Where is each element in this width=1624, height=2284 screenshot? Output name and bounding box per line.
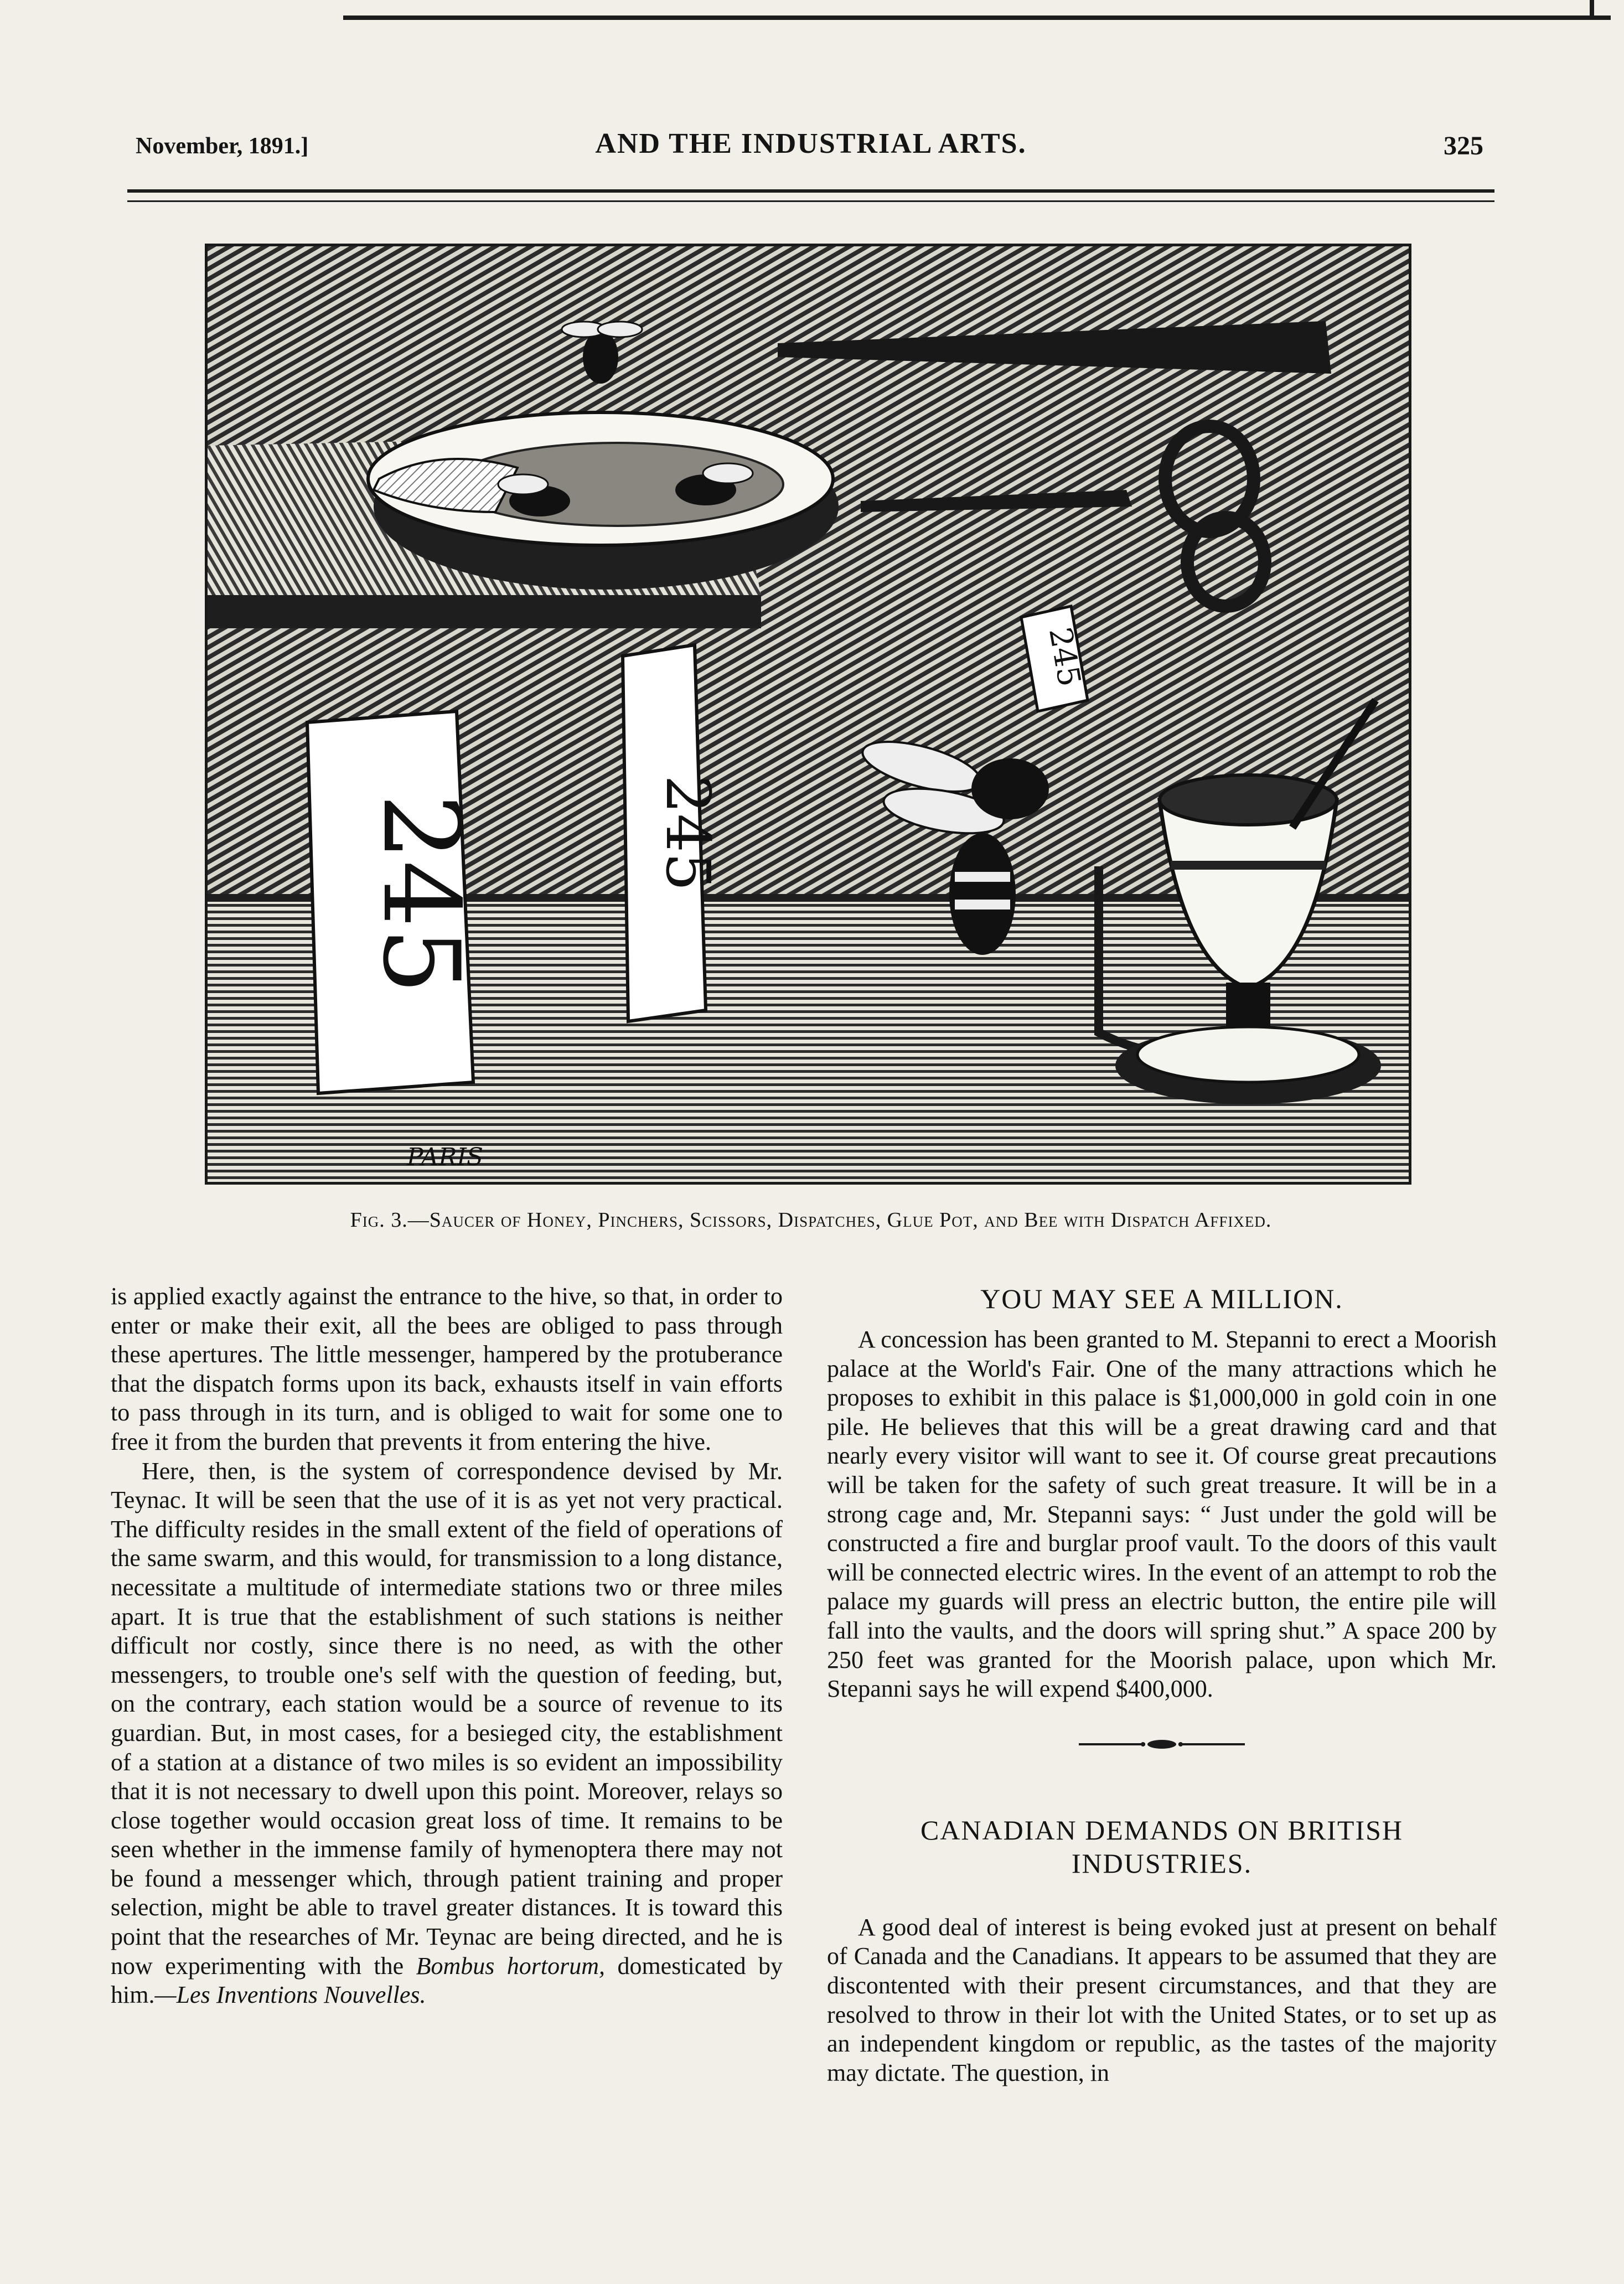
engraver-signature: PARIS [407, 1143, 483, 1171]
paragraph-teynac-text: Here, then, is the system of correspondence devised by Mr. Teynac. It will be seen that the use of it is as yet not very practical. The difficulty resides in the small extent of the field of operations of the same swarm, and this would, for transmission to a long distance, necessitate a multitude of intermediate stations two or three miles apart. It is true that the establishment of such stations is neither difficult nor costly, since there is no need, as with the other messengers, to trouble one's self with the question of feeding, but, on the contrary, each station would be a source of revenue to its guardian. But, in most cases, for a besieged city, the establishment of a station at a distance of two miles is so evident an impossibility that it is not necessary to dwell upon this point. Moreover, relays so close together would occasion great loss of time. It remains to be seen whether in the immense family of hymenoptera there may not be found a messenger which, through patient training and proper selection, might be able to travel greater distances. It is toward this point that the researches of Mr. Teynac are being directed, and he is now experimenting with the [111, 1457, 783, 1980]
dispatch-label-middle: 245 [653, 775, 723, 891]
paragraph-moorish-palace: A concession has been granted to M. Stepanni to erect a Moorish palace at the World's Fair. One of the many attractions which he proposes to exhibit in this palace is $1,000,000 in gold coin in one pile. He believes that this will be a great drawing card and that nearly every visitor will want to see it. Of course great precautions will be taken for the safety of such great treasure. It will be in a strong cage and, Mr. Stepanni says: “ Just under the gold will be constructed a fire and burglar proof vault. To the doors of this vault will be connected electric wires. In the event of an attempt to rob the palace my guards will press an electric button, the entire pile will fall into the vaults, and the doors will spring shut.” A space 200 by 250 feet was granted for the Moorish palace, upon which Mr. Stepanni says he will expend $400,000. [827, 1326, 1497, 1703]
paragraph-canada: A good deal of interest is being evoked just at present on behalf of Canada and the Canadians. It appears to be assumed that they are discontented with their present circumstances, and that they are resolved to throw in their lot with the United States, or to set up as an independent kingdom or republic, as the tastes of the majority may dictate. The question, in [827, 1913, 1497, 2086]
dispatch-label-left: 245 [360, 793, 482, 995]
page-number: 325 [1444, 131, 1483, 161]
figure-caption: Fig. 3.—Saucer of Honey, Pinchers, Scissors, Dispatches, Glue Pot, and Bee with Dispatch Affixed. [350, 1208, 1272, 1232]
right-column [827, 1282, 1497, 2087]
dispatch-paper-left [307, 711, 482, 1093]
source-citation: —Les Inventions Nouvelles. [154, 1981, 426, 2009]
header-date: November, 1891.] [136, 133, 309, 159]
left-column [111, 1282, 783, 2010]
page-header [127, 127, 1494, 172]
top-edge-rule-end [1590, 0, 1594, 20]
engraving-illustration [208, 246, 1409, 1182]
saucer-of-honey [368, 412, 839, 590]
shelf-edge [208, 595, 761, 628]
section-divider-ornament [1079, 1736, 1245, 1753]
article-heading-canadian-line1: CANADIAN DEMANDS ON BRITISH [920, 1814, 1404, 1846]
paragraph-teynac [111, 1457, 783, 2010]
article-heading-million: YOU MAY SEE A MILLION. [980, 1283, 1343, 1314]
paragraph-teynac-tail: domesticated by him. [111, 1952, 783, 2009]
dispatch-label-bee: 245 [1041, 624, 1088, 690]
species-name: Bombus hortorum, [416, 1952, 606, 1980]
header-rule-thick [127, 189, 1494, 193]
header-rule-thin [127, 200, 1494, 202]
article-heading-canadian-line2: INDUSTRIES. [1071, 1847, 1253, 1879]
running-title: AND THE INDUSTRIAL ARTS. [595, 128, 1027, 159]
paragraph-continuation: is applied exactly against the entrance to the hive, so that, in order to enter or make their exit, all the bees are obliged to pass through these apertures. The little messenger, hampered by the protuberance that the dispatch forms upon its back, exhausts itself in vain efforts to pass through in its turn, and is obliged to wait for some one to free it from the burden that prevents it from entering the hive. [111, 1283, 783, 1455]
engraving-figure [205, 244, 1411, 1185]
top-edge-rule [343, 15, 1611, 20]
